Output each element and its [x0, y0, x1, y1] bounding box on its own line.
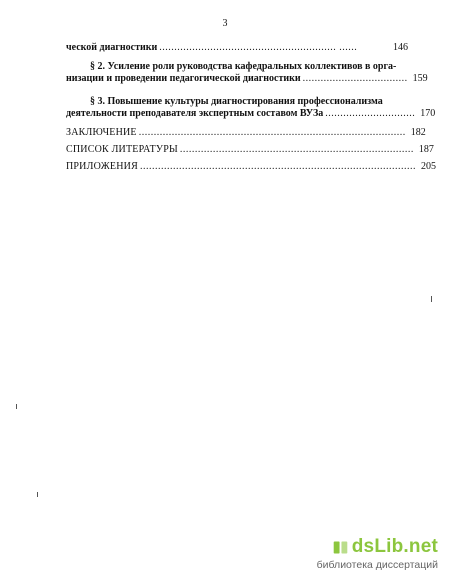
toc-page-number: 187: [418, 144, 434, 155]
toc-line: [66, 61, 408, 73]
toc-page-number: 205: [420, 161, 436, 172]
leader-dots: ........................................................... ......: [159, 42, 358, 53]
toc-line: [66, 108, 436, 120]
leader-dots: ............................................................................................: [139, 161, 416, 172]
toc-page-number: 159: [412, 73, 428, 84]
toc-entry-text: деятельности преподавателя экспертным составом ВУЗа: [66, 108, 324, 119]
dslib-watermark: [317, 536, 438, 571]
toc-entry-text: СПИСОК ЛИТЕРАТУРЫ: [66, 144, 178, 155]
leader-dots: ...................................: [302, 73, 408, 84]
page-number: 3: [222, 18, 228, 29]
toc-line: [66, 127, 426, 139]
watermark-site-name: dsLib.net: [351, 536, 438, 557]
toc-entry-section-3: [66, 96, 436, 120]
toc-entry-section-2: [66, 61, 428, 85]
toc-line: [66, 73, 428, 85]
toc-entry-text: § 2. Усиление роли руководства кафедральных коллективов в орга-: [90, 61, 397, 72]
toc-line: [66, 42, 408, 54]
toc-entry-text: низации и проведении педагогической диагностики: [66, 73, 301, 84]
toc-page-number: 170: [420, 108, 436, 119]
toc-entry-text: ПРИЛОЖЕНИЯ: [66, 161, 138, 172]
toc-entry-diagnostics-end: [66, 42, 408, 54]
leader-dots: ..............................: [325, 108, 416, 119]
toc-entry-text: ческой диагностики: [66, 42, 158, 53]
scan-mark: [431, 296, 432, 302]
toc-entry-text: § 3. Повышение культуры диагностирования профессионализма: [90, 96, 383, 107]
toc-entry-appendices: [66, 161, 436, 173]
toc-entry-bibliography: [66, 144, 434, 156]
toc-entry-conclusion: [66, 127, 426, 139]
book-logo-icon: [332, 539, 349, 556]
scan-mark: [16, 404, 17, 409]
toc-line: [66, 96, 408, 108]
toc-page-number: 182: [410, 127, 426, 138]
leader-dots: ..............................................................................: [179, 144, 414, 155]
toc-line: [66, 161, 436, 173]
toc-line: [66, 144, 434, 156]
watermark-tagline: библиотека диссертаций: [316, 559, 438, 571]
leader-dots: .........................................................................................: [138, 127, 406, 138]
toc-page-number: 146: [393, 42, 408, 53]
toc-entry-text: ЗАКЛЮЧЕНИЕ: [66, 127, 137, 138]
scan-mark: [37, 492, 38, 497]
